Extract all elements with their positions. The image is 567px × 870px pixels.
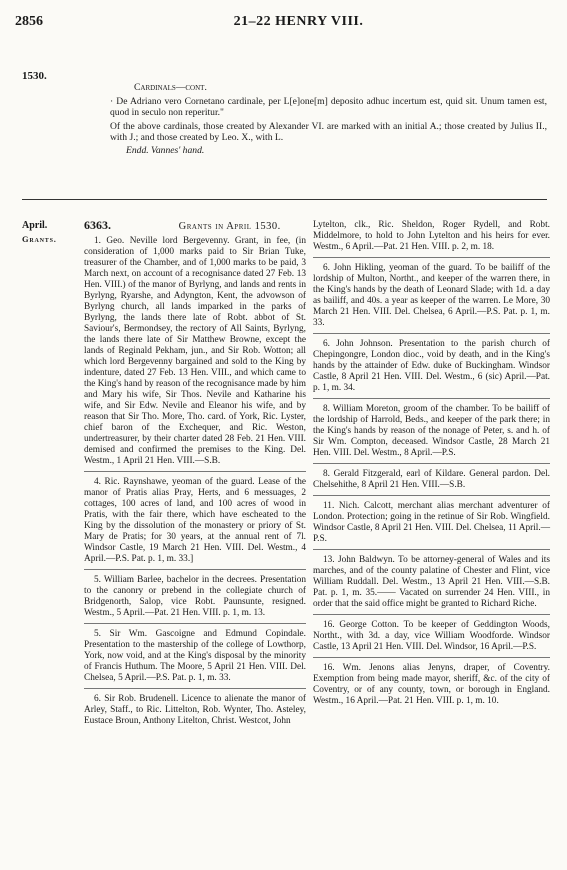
grant-paragraph: 6. Sir Rob. Brudenell. Licence to alienate the manor of Arley, Staff., to Ric. Littelton, Rob. Wynter, Tho. Asteley, Eustace Broun, Anthony Litelton, Christ. Westcot, John [84,694,306,726]
grant-paragraph: 6. John Hikling, yeoman of the guard. To be bailiff of the lordship of Multon, Northt., and keeper of the warren there, in the King's hands by the death of Leonard Slade; with 1d. a day as bailiff, and 40s. a year as keeper of the warren. Le More, 30 March 21 Hen. VIII. Del. Chelsea, 6 April.—P.S. Pat. p. 1, m. 33. [313,263,550,328]
grant-paragraph: 5. William Barlee, bachelor in the decrees. Presentation to the canonry or prebend in the collegiate church of Bridgenorth, Salop, vice Robt. Paunsunte, resigned. Westm., 5 April.—Pat. 21 Hen. VIII. p. 1, m. 13. [84,575,306,618]
paragraph-rule [313,549,550,550]
paragraph-rule [313,398,550,399]
grant-paragraph: Lytelton, clk., Ric. Sheldon, Roger Rydell, and Robt. Middelmore, to hold to John Lytelton and his heirs for ever. Westm., 6 April.—Pat. 21 Hen. VIII. p. 2, m. 18. [313,220,550,252]
paragraph-rule [313,463,550,464]
paragraph-rule [84,623,306,624]
grant-paragraph: 5. Sir Wm. Gascoigne and Edmund Copindale. Presentation to the mastership of the college of Lowthorp, York, now void, and at the King's disposal by the minority of Francis Huthum. The Moore, 5 April 21 Hen. VIII. Del. Chelsea, 5 April.—P.S. Pat. p. 1, m. 33. [84,629,306,683]
cardinals-continuation [110,82,547,158]
grant-paragraph: 8. William Moreton, groom of the chamber. To be bailiff of the lordship of Harrold, Beds., and keeper of the park there; in the King's hands by reason of the nonage of Peter, s. and h. of Sir Wm. Compton, deceased. Windsor Castle, 28 March 21 Hen. VIII. Del. Westm., 8 April.—P.S. [313,404,550,458]
page-number: 2856 [15,14,43,29]
grant-paragraph: 13. John Baldwyn. To be attorney-general of Wales and its marches, and of the county palatine of Chester and Flint, vice William Ruddall. Del. Westm., 13 April 21 Hen. VIII.—S.B. Pat. p. 1, m. 35.—— Vacated on surrender 24 Hen. VIII., in order that the said office might be granted to Richard Riche. [313,555,550,609]
running-head: 21–22 HENRY VIII. [233,14,364,29]
paragraph-rule [84,471,306,472]
grant-paragraph: 4. Ric. Raynshawe, yeoman of the guard. Lease of the manor of Pratis alias Pray, Herts, and 6 messuages, 2 cottages, 100 acres of land, and 100 acres of wood in Pratis, with the fair there, which have escheated to the King by the dissolution of the monastery or priory of St. Mary de Pratis; for 30 years, at the annual rent of 7l. Windsor Castle, 19 March 21 Hen. VIII. Del. Westm., 4 April.—P.S. Pat. p. 1, m. 33.] [84,477,306,564]
margin-grants: Grants. [22,234,57,244]
cardinals-heading: Cardinals—cont. [134,82,207,93]
text-column-left [84,236,306,731]
paragraph-rule [313,495,550,496]
grant-paragraph: 11. Nich. Calcott, merchant alias merchant adventurer of London. Protection; going in the retinue of Sir Rob. Wingfield. Windsor Castle, 8 April 21 Hen. VIII. Del. Chelsea, 11 April.—P.S. [313,501,550,544]
section-rule [22,199,547,200]
paragraph-rule [84,569,306,570]
grant-paragraph: 8. Gerald Fitzgerald, earl of Kildare. General pardon. Del. Chelsehithe, 8 April 21 Hen. VIII.—S.B. [313,469,550,490]
margin-month: April. [22,220,48,231]
cardinals-note: Of the above cardinals, those created by Alexander VI. are marked with an initial A.; those created by Julius II., with J.; and those created by Leo. X., with L. [110,120,547,143]
entry-number: 6363. [84,218,111,232]
paragraph-rule [313,657,550,658]
grant-paragraph: 1. Geo. Nevillе lord Bergevenny. Grant, in fee, (in consideration of 1,000 marks paid to Sir Brian Tuke, treasurer of the Chamber, and of 1,000 marks to be paid, 3 March next, on account of a recognisance dated 27 Feb. 13 Hen. VIII.) of the manor of Byrlyng, and lands and rents in Byrlyng, Ryarshe, and Adyngton, Kent, the advowson of Byrlyng church, all lands imparked in the parks of Byrlyng, the lands there late of Robt. abbot of St. Saviour's, Bermondsey, the rectory of All Saints, Byrlyng, the lands there late of Sir Matthew Browne, except the lands of Reginald Pekham, jun., and Sir Rob. Wotton; all which lord Bergevenny bargained and sold to the King by indenture, dated 27 Feb. 13 Hen. VIII., and which came to the King's hand by reason of the recognisance made by him and Mary his wife, Sir Thos. Nevile and Katharine his wife, and Sir Edw. Nevile and Eleanor his wife, and by reason that Sir Tho. More, Tho. card. of York, Ric. Lyster, chief baron of the Exchequer, and Ric. Weston, undertreasurer, by their charter dated 28 Feb. 21 Hen. VIII. demised and confirmed the premises to the King. Del. Westm., 1 April 21 Hen. VIII.—S.B. [84,236,306,466]
cardinals-endorsement: Endd. Vannes' hand. [126,145,205,157]
grant-paragraph: 16. George Cotton. To be keeper of Geddington Woods, Northt., with 3d. a day, vice William Woodforde. Windsor Castle, 13 April 21 Hen. VIII. Del. Windsor, 16 April.—P.S. [313,620,550,652]
cardinals-latin: · De Adriano vero Cornetano cardinale, per L[e]one[m] deposito adhuc incertum est, quid sit. Unum tamen est, quod in seculo non reperitur." [110,96,547,119]
entry-title: Grants in April 1530. [178,221,281,232]
paragraph-rule [313,333,550,334]
year-label: 1530. [22,70,47,82]
text-column-right [313,220,550,711]
paragraph-rule [313,257,550,258]
paragraph-rule [84,688,306,689]
grant-paragraph: 6. John Johnson. Presentation to the parish church of Chepingongre, London dioc., void by death, and in the King's hands by the attainder of Edw. duke of Buckingham. Windsor Castle, 8 April 21 Hen. VIII. Del. Westm., 6 (sic) April.—Pat. p. 1, m. 34. [313,339,550,393]
paragraph-rule [313,614,550,615]
grant-paragraph: 16. Wm. Jenons alias Jenyns, draper, of Coventry. Exemption from being made mayor, sheriff, &c. of the city of Coventry, or of any county, town, or borough in England. Westm., 16 April.—Pat. 21 Hen. VIII. p. 1, m. 10. [313,663,550,706]
